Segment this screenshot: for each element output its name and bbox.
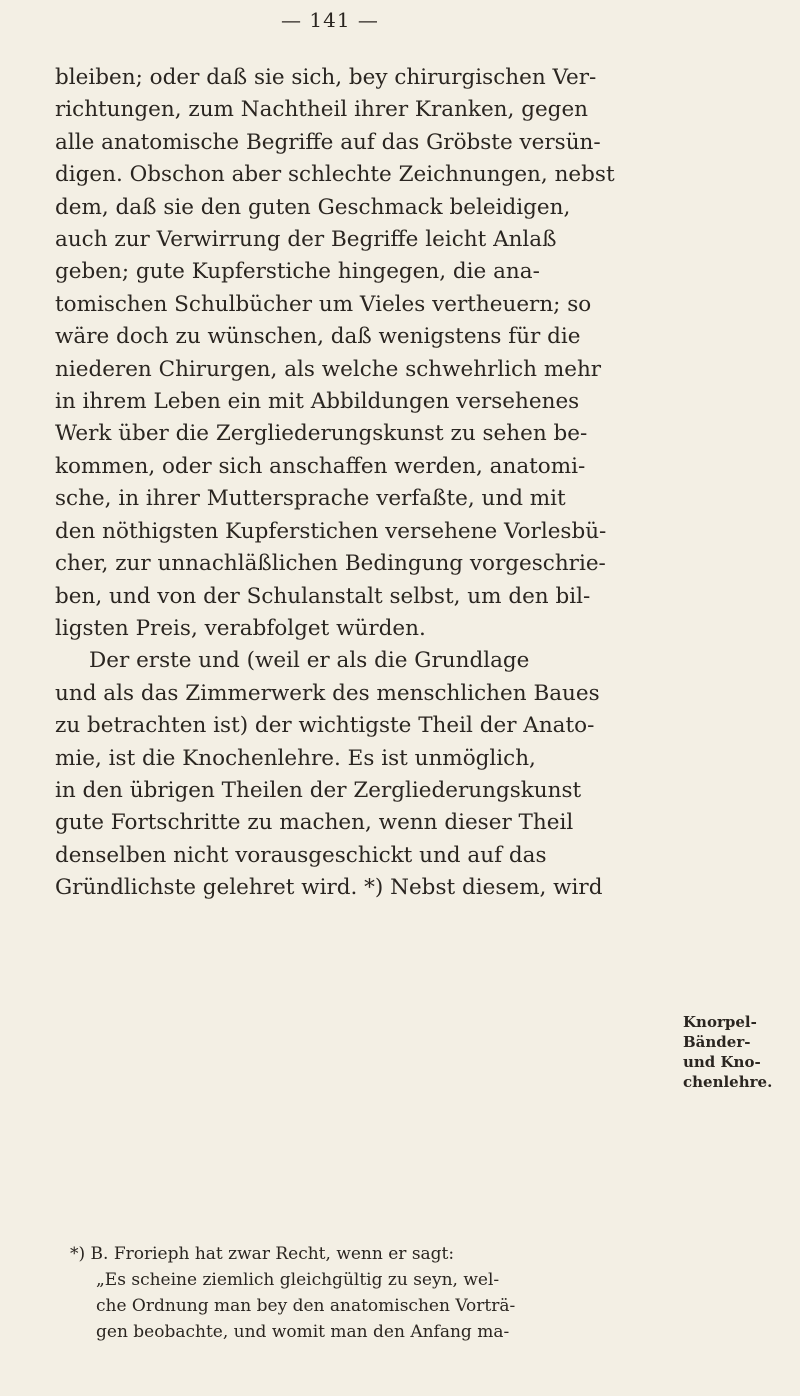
text-line: Werk über die Zergliederungskunst zu sehen be-: [55, 421, 588, 447]
footnote-line: che Ordnung man bey den anatomischen Vorträ-: [96, 1296, 516, 1316]
text-line: dem, daß sie den guten Geschmack beleidigen,: [55, 194, 571, 220]
text-line: geben; gute Kupferstiche hingegen, die ana-: [55, 259, 540, 285]
text-line: ben, und von der Schulanstalt selbst, um den bil-: [55, 583, 591, 609]
main-text: [55, 62, 675, 905]
footnote-line: „Es scheine ziemlich gleichgültig zu seyn, wel-: [96, 1270, 500, 1290]
text-line: und als das Zimmerwerk des menschlichen Baues: [55, 680, 600, 706]
footnote-line: *) B. Frorieph hat zwar Recht, wenn er sagt:: [70, 1244, 455, 1264]
margin-note-line: und Kno-: [683, 1053, 761, 1071]
text-line: gute Fortschritte zu machen, wenn dieser Theil: [55, 810, 574, 836]
text-line: ligsten Preis, verabfolget würden.: [55, 615, 426, 641]
margin-note-line: chenlehre.: [683, 1073, 773, 1091]
text-line: mie, ist die Knochenlehre. Es ist unmöglich,: [55, 745, 536, 771]
text-line: kommen, oder sich anschaffen werden, anatomi-: [55, 453, 586, 479]
text-line: Der erste und (weil er als die Grundlage: [89, 648, 530, 674]
text-line: cher, zur unnachläßlichen Bedingung vorgeschrie-: [55, 551, 606, 577]
text-line: den nöthigsten Kupferstichen versehene Vorlesbü-: [55, 518, 607, 544]
text-line: niederen Chirurgen, als welche schwehrlich mehr: [55, 356, 602, 382]
margin-note-line: Knorpel-: [683, 1013, 757, 1031]
text-line: wäre doch zu wünschen, daß wenigstens für die: [55, 324, 581, 350]
footnote: [70, 1241, 690, 1345]
page-number: — 141 —: [281, 8, 379, 32]
text-line: alle anatomische Begriffe auf das Gröbste versün-: [55, 129, 601, 155]
text-line: tomischen Schulbücher um Vieles vertheuern; so: [55, 291, 592, 317]
text-line: sche, in ihrer Muttersprache verfaßte, und mit: [55, 486, 566, 512]
text-line: richtungen, zum Nachtheil ihrer Kranken, gegen: [55, 97, 589, 123]
text-line: denselben nicht vorausgeschickt und auf das: [55, 842, 547, 868]
text-line: bleiben; oder daß sie sich, bey chirurgischen Ver-: [55, 65, 597, 90]
text-line: zu betrachten ist) der wichtigste Theil der Anato-: [55, 713, 595, 739]
text-line: in ihrem Leben ein mit Abbildungen versehenes: [55, 389, 580, 415]
text-line: in den übrigen Theilen der Zergliederungskunst: [55, 777, 582, 803]
text-line: Gründlichste gelehret wird. *) Nebst diesem, wird: [55, 875, 603, 901]
margin-note: [683, 1012, 795, 1092]
text-line: digen. Obschon aber schlechte Zeichnungen, nebst: [55, 162, 615, 188]
footnote-line: gen beobachte, und womit man den Anfang ma-: [96, 1322, 510, 1342]
margin-note-line: Bänder-: [683, 1033, 751, 1051]
text-line: auch zur Verwirrung der Begriffe leicht Anlaß: [55, 227, 557, 253]
